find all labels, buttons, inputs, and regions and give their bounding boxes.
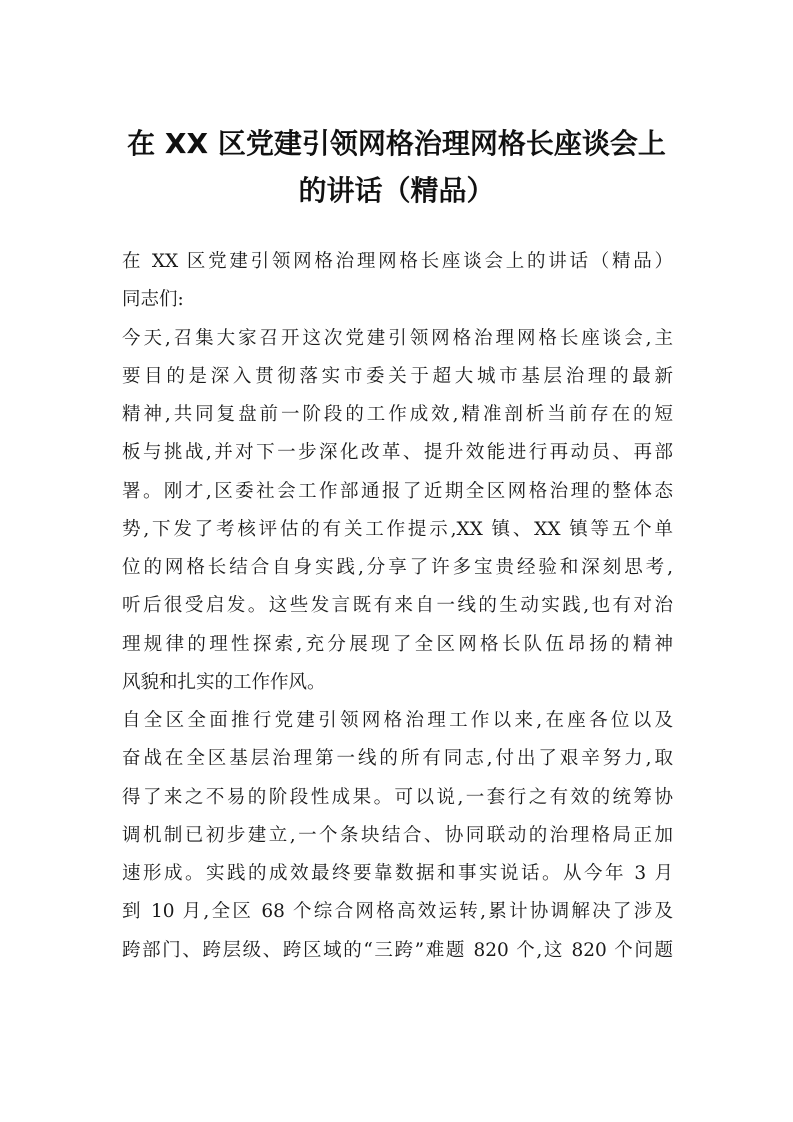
body-text-line: 奋战在全区基层治理第一线的所有同志,付出了艰辛努力,取 <box>122 748 673 770</box>
title-line-2: 的讲话（精品） <box>298 174 495 207</box>
body-text-line: 理规律的理性探索,充分展现了全区网格长队伍昂扬的精神 <box>122 633 673 655</box>
body-text-line: 位的网格长结合自身实践,分享了许多宝贵经验和深刻思考, <box>122 557 673 578</box>
body-text-line: 速形成。实践的成效最终要靠数据和事实说话。从今年 3 月 <box>122 863 673 884</box>
body-text-line: 在 XX 区党建引领网格治理网格长座谈会上的讲话（精品） <box>122 251 673 272</box>
body-text-line: 风貌和扎实的工作作风。 <box>122 671 326 693</box>
document-title <box>110 120 683 214</box>
body-text-line: 板与挑战,并对下一步深化改革、提升效能进行再动员、再部 <box>122 442 673 464</box>
body-text-line: 署。刚才,区委社会工作部通报了近期全区网格治理的整体态 <box>122 480 673 502</box>
body-text-line: 调机制已初步建立,一个条块结合、协同联动的治理格局正加 <box>122 824 673 846</box>
body-text-line: 势,下发了考核评估的有关工作提示,XX 镇、XX 镇等五个单 <box>122 518 673 540</box>
title-line-1: 在 XX 区党建引领网格治理网格长座谈会上 <box>127 127 666 160</box>
body-text-line: 到 10 月,全区 68 个综合网格高效运转,累计协调解决了涉及 <box>122 901 673 923</box>
document-body <box>122 243 673 970</box>
body-text-line: 跨部门、跨层级、跨区域的“三跨”难题 820 个,这 820 个问题 <box>122 939 673 961</box>
body-text-line: 精神,共同复盘前一阶段的工作成效,精准剖析当前存在的短 <box>122 404 673 425</box>
body-text-line: 自全区全面推行党建引领网格治理工作以来,在座各位以及 <box>122 710 673 731</box>
body-text-line: 同志们: <box>122 289 184 311</box>
body-text-line: 要目的是深入贯彻落实市委关于超大城市基层治理的最新 <box>122 365 673 387</box>
body-text-line: 今天,召集大家召开这次党建引领网格治理网格长座谈会,主 <box>122 327 673 349</box>
body-text-line: 听后很受启发。这些发言既有来自一线的生动实践,也有对治 <box>122 595 673 617</box>
body-text-line: 得了来之不易的阶段性成果。可以说,一套行之有效的统筹协 <box>122 786 673 808</box>
